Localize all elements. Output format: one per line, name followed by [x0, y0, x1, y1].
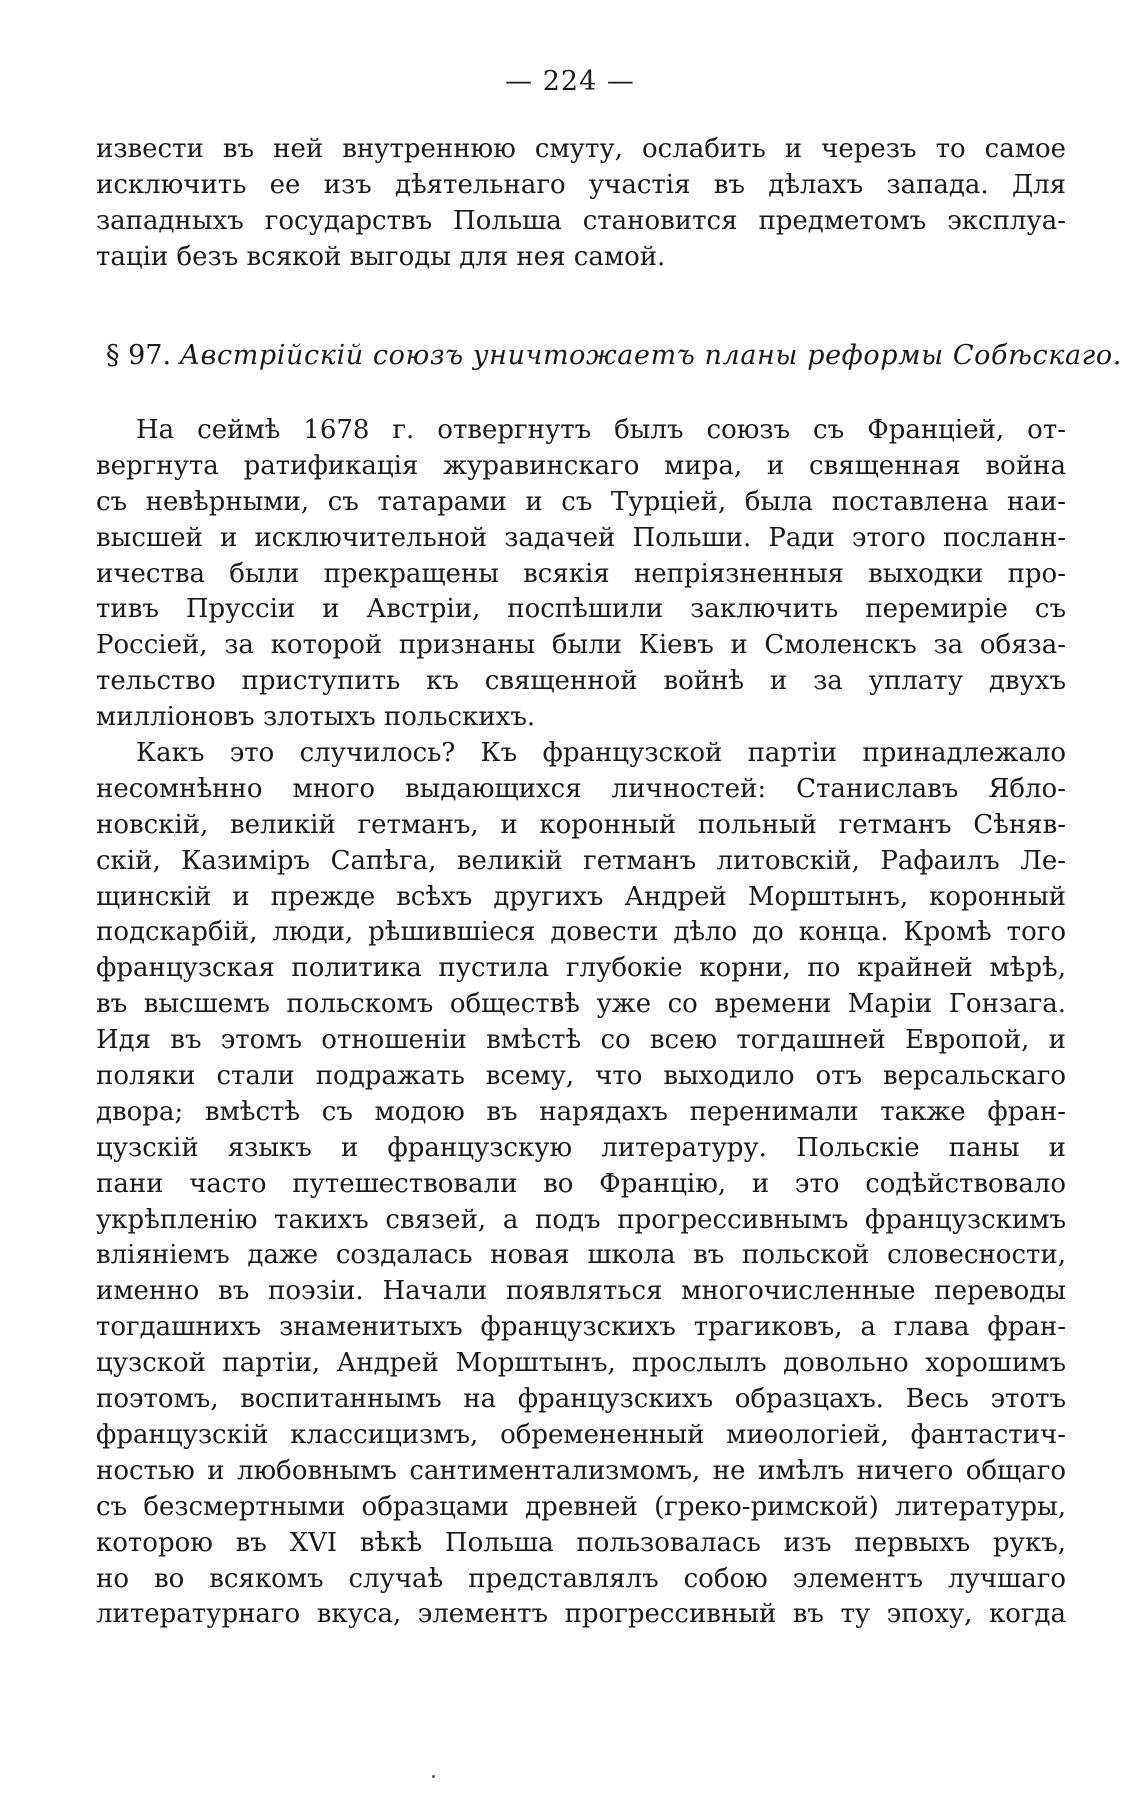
text-line: таціи безъ всякой выгоды для нея самой.: [96, 241, 666, 272]
paragraph-1: [96, 413, 1066, 736]
text-line: пани часто путешествовали во Францію, и это содѣйствовало: [96, 1168, 1066, 1199]
intro-paragraph: [96, 132, 1066, 276]
text-line: тельство приступить къ священной войнѣ и за уплату двухъ: [96, 666, 1066, 697]
text-line: укрѣпленію такихъ связей, а подъ прогрессивнымъ французскимъ: [96, 1204, 1066, 1235]
text-line: поляки стали подражать всему, что выходило отъ версальскаго: [96, 1061, 1066, 1092]
text-line: ичества были прекращены всякія непріязненныя выходки про-: [96, 558, 1066, 589]
text-line: двора; вмѣстѣ съ модою въ нарядахъ перенимали также фран-: [96, 1096, 1066, 1127]
text-line: въ высшемъ польскомъ обществѣ уже со времени Маріи Гонзага.: [96, 989, 1066, 1020]
section-title: Австрійскій союзъ уничтожаетъ планы реформы Собѣскаго.: [179, 340, 1122, 371]
text-line: милліоновъ злотыхъ польскихъ.: [96, 702, 536, 733]
text-line: именно въ поэзіи. Начали появляться многочисленные переводы: [96, 1276, 1066, 1307]
text-line: вергнута ратификація журавинскаго мира, и священная война: [96, 450, 1066, 481]
text-line: Россіей, за которой признаны были Кіевъ и Смоленскъ за обяза-: [96, 630, 1066, 661]
paragraph-2: [96, 736, 1066, 1633]
text-line: извести въ ней внутреннюю смуту, ослабить и черезъ то самое: [96, 134, 1066, 164]
page-number: — 224 —: [505, 66, 635, 97]
text-line: съ невѣрными, съ татарами и съ Турціей, была поставлена наи-: [96, 486, 1066, 517]
text-line: которою въ XVI вѣкѣ Польша пользовалась изъ первыхъ рукъ,: [96, 1527, 1066, 1558]
text-line: несомнѣнно много выдающихся личностей: Станиславъ Ябло-: [96, 773, 1066, 804]
text-line: Идя въ этомъ отношеніи вмѣстѣ со всею тогдашней Европой, и: [96, 1025, 1066, 1056]
text-line: новскій, великій гетманъ, и коронный польный гетманъ Сѣняв-: [96, 809, 1066, 840]
text-line: литературнаго вкуса, элементъ прогрессивный въ ту эпоху, когда: [96, 1599, 1066, 1630]
text-line: цузскій языкъ и французскую литературу. Польскіе паны и: [96, 1132, 1066, 1163]
ink-speck: [432, 1775, 435, 1778]
text-line: исключить ее изъ дѣятельнаго участія въ дѣлахъ запада. Для: [96, 169, 1066, 200]
section-heading: [96, 336, 1122, 376]
text-line: вліяніемъ даже создалась новая школа въ польской словесности,: [96, 1240, 1066, 1271]
text-line: щинскій и прежде всѣхъ другихъ Андрей Морштынъ, коронный: [96, 881, 1066, 912]
text-line: скій, Казиміръ Сапѣга, великій гетманъ литовскій, Рафаилъ Ле-: [96, 845, 1066, 876]
text-line: но во всякомъ случаѣ представлялъ собою элементъ лучшаго: [96, 1563, 1066, 1594]
text-line: французскій классицизмъ, обремененный миѳологіей, фантастич-: [96, 1419, 1066, 1450]
text-line: ностью и любовнымъ сантиментализмомъ, не имѣлъ ничего общаго: [96, 1455, 1066, 1486]
text-line: тогдашнихъ знаменитыхъ французскихъ трагиковъ, а глава фран-: [96, 1312, 1066, 1343]
text-line: поэтомъ, воспитаннымъ на французскихъ образцахъ. Весь этотъ: [96, 1384, 1066, 1415]
section-number: § 97.: [106, 340, 172, 371]
text-line: съ безсмертными образцами древней (греко-римской) литературы,: [96, 1491, 1066, 1522]
text-line: высшей и исключительной задачей Польши. Ради этого посланн-: [96, 522, 1066, 553]
text-line: французская политика пустила глубокіе корни, по крайней мѣрѣ,: [96, 953, 1066, 984]
body-text: [96, 413, 1066, 1633]
text-line: тивъ Пруссіи и Австріи, поспѣшили заключить перемиріе съ: [96, 594, 1066, 625]
text-line: цузской партіи, Андрей Морштынъ, прослылъ довольно хорошимъ: [96, 1348, 1066, 1379]
text-line: подскарбій, люди, рѣшившіеся довести дѣло до конца. Кромѣ того: [96, 917, 1066, 948]
text-line: западныхъ государствъ Польша становится предметомъ эксплуа-: [96, 205, 1066, 236]
text-line: Какъ это случилось? Къ французской партіи принадлежало: [136, 738, 1066, 769]
text-line: На сеймѣ 1678 г. отвергнутъ былъ союзъ съ Франціей, от-: [136, 415, 1066, 445]
